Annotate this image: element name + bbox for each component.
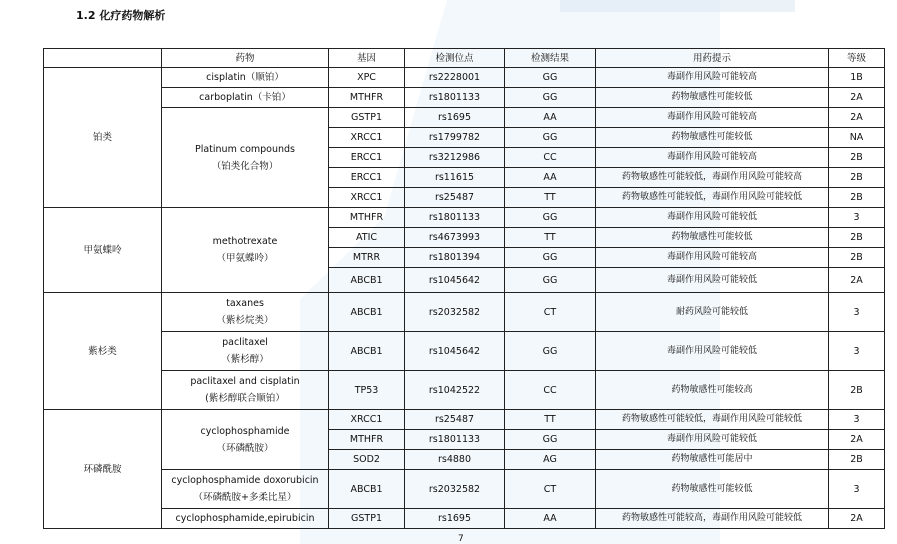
level-cell: 2A <box>829 430 885 450</box>
result-cell: TT <box>505 228 596 248</box>
level-cell: 2B <box>829 450 885 470</box>
level-cell: 1B <box>829 68 885 88</box>
gene-cell: ERCC1 <box>329 148 405 168</box>
result-cell: GG <box>505 88 596 108</box>
gene-cell: MTRR <box>329 248 405 268</box>
category-cell: 铂类 <box>44 68 162 208</box>
result-cell: AA <box>505 108 596 128</box>
drug-name-cn: （环磷酰胺+多柔比星） <box>193 492 297 503</box>
site-cell: rs1695 <box>405 108 505 128</box>
gene-cell: MTHFR <box>329 208 405 228</box>
chemo-drug-table <box>43 48 885 529</box>
drug-name-cn: (紫杉醇联合顺铂） <box>205 393 285 404</box>
level-cell: 2A <box>829 509 885 529</box>
drug-name-cell <box>162 371 329 410</box>
tip-cell: 毒副作用风险可能较高 <box>596 148 829 168</box>
level-cell: 2A <box>829 268 885 293</box>
site-cell: rs25487 <box>405 410 505 430</box>
gene-cell: GSTP1 <box>329 108 405 128</box>
site-cell: rs1801133 <box>405 88 505 108</box>
result-cell: GG <box>505 430 596 450</box>
level-cell: 2B <box>829 148 885 168</box>
header-gene: 基因 <box>329 49 405 68</box>
result-cell: TT <box>505 410 596 430</box>
drug-name-cn: （铂类化合物） <box>211 160 279 172</box>
gene-cell: TP53 <box>329 371 405 410</box>
tip-cell: 毒副作用风险可能较低 <box>596 268 829 293</box>
tip-cell: 药物敏感性可能较低 <box>596 88 829 108</box>
result-cell: GG <box>505 268 596 293</box>
gene-cell: ABCB1 <box>329 293 405 332</box>
tip-cell: 毒副作用风险可能较低 <box>596 208 829 228</box>
gene-cell: SOD2 <box>329 450 405 470</box>
site-cell: rs4673993 <box>405 228 505 248</box>
level-cell: 3 <box>829 410 885 430</box>
category-cell: 紫杉类 <box>44 293 162 410</box>
table-row <box>44 371 885 410</box>
tip-cell: 药物敏感性可能较低，毒副作用风险可能较低 <box>596 188 829 208</box>
level-cell: 3 <box>829 470 885 509</box>
site-cell: rs11615 <box>405 168 505 188</box>
result-cell: GG <box>505 248 596 268</box>
site-cell: rs1801133 <box>405 208 505 228</box>
gene-cell: ERCC1 <box>329 168 405 188</box>
gene-cell: MTHFR <box>329 88 405 108</box>
drug-name: paclitaxel and cisplatin <box>190 376 300 387</box>
drug-name: cyclophosphamide <box>200 425 290 437</box>
gene-cell: MTHFR <box>329 430 405 450</box>
level-cell: 2B <box>829 188 885 208</box>
level-cell: 2A <box>829 88 885 108</box>
result-cell: AG <box>505 450 596 470</box>
gene-cell: ATIC <box>329 228 405 248</box>
header-level: 等级 <box>829 49 885 68</box>
drug-name-cn: （甲氨蝶呤） <box>216 253 274 264</box>
level-cell: NA <box>829 128 885 148</box>
table-row <box>44 68 885 88</box>
drug-name: Platinum compounds <box>194 143 296 155</box>
gene-cell: XRCC1 <box>329 128 405 148</box>
result-cell: CC <box>505 371 596 410</box>
drug-name-cell <box>162 509 329 529</box>
gene-cell: ABCB1 <box>329 332 405 371</box>
drug-name: methotrexate <box>212 236 278 247</box>
level-cell: 2B <box>829 228 885 248</box>
category-cell: 甲氨蝶呤 <box>44 208 162 293</box>
gene-cell: GSTP1 <box>329 509 405 529</box>
tip-cell: 药物敏感性可能居中 <box>596 450 829 470</box>
drug-name-cn: （紫杉烷类） <box>216 315 274 326</box>
section-title: 1.2 化疗药物解析 <box>76 9 166 22</box>
site-cell: rs3212986 <box>405 148 505 168</box>
site-cell: rs25487 <box>405 188 505 208</box>
site-cell: rs1045642 <box>405 268 505 293</box>
level-cell: 2B <box>829 168 885 188</box>
category-cell: 环磷酰胺 <box>44 410 162 529</box>
header-category <box>44 49 162 68</box>
site-cell: rs1799782 <box>405 128 505 148</box>
drug-name-cell <box>162 410 329 470</box>
result-cell: CT <box>505 470 596 509</box>
result-cell: GG <box>505 68 596 88</box>
tip-cell: 药物敏感性可能较低 <box>596 128 829 148</box>
result-cell: GG <box>505 332 596 371</box>
drug-name: carboplatin（卡铂） <box>199 92 291 103</box>
site-cell: rs2032582 <box>405 293 505 332</box>
level-cell: 3 <box>829 293 885 332</box>
header-site: 检测位点 <box>405 49 505 68</box>
table-row <box>44 88 885 108</box>
drug-name-cell <box>162 108 329 208</box>
site-cell: rs1801133 <box>405 430 505 450</box>
tip-cell: 药物敏感性可能较低 <box>596 470 829 509</box>
result-cell: AA <box>505 509 596 529</box>
site-cell: rs4880 <box>405 450 505 470</box>
site-cell: rs2032582 <box>405 470 505 509</box>
site-cell: rs2228001 <box>405 68 505 88</box>
table-header-row <box>44 49 885 68</box>
table-row <box>44 410 885 430</box>
table-row <box>44 470 885 509</box>
gene-cell: XPC <box>329 68 405 88</box>
tip-cell: 药物敏感性可能较高，毒副作用风险可能较低 <box>596 509 829 529</box>
level-cell: 2B <box>829 371 885 410</box>
site-cell: rs1695 <box>405 509 505 529</box>
drug-name: taxanes <box>226 298 264 309</box>
tip-cell: 药物敏感性可能较低，毒副作用风险可能较低 <box>596 410 829 430</box>
table-body <box>44 68 885 529</box>
drug-name: cyclophosphamide,epirubicin <box>175 513 315 524</box>
table-row <box>44 108 885 128</box>
tip-cell: 毒副作用风险可能较低 <box>596 430 829 450</box>
drug-name-cell <box>162 68 329 88</box>
tip-cell: 药物敏感性可能较低 <box>596 228 829 248</box>
tip-cell: 耐药风险可能较低 <box>596 293 829 332</box>
gene-cell: ABCB1 <box>329 268 405 293</box>
tip-cell: 毒副作用风险可能较高 <box>596 248 829 268</box>
tip-cell: 药物敏感性可能较高 <box>596 371 829 410</box>
drug-name-cell <box>162 293 329 332</box>
gene-cell: XRCC1 <box>329 410 405 430</box>
header-tip: 用药提示 <box>596 49 829 68</box>
header-drug: 药物 <box>162 49 329 68</box>
level-cell: 2B <box>829 248 885 268</box>
drug-name: paclitaxel <box>222 337 268 348</box>
header-result: 检测结果 <box>505 49 596 68</box>
site-cell: rs1042522 <box>405 371 505 410</box>
drug-name-cn: （紫杉醇） <box>221 354 269 365</box>
tip-cell: 药物敏感性可能较低，毒副作用风险可能较高 <box>596 168 829 188</box>
tip-cell: 毒副作用风险可能较高 <box>596 108 829 128</box>
tip-cell: 毒副作用风险可能较低 <box>596 332 829 371</box>
drug-name-cn: （环磷酰胺） <box>216 442 274 454</box>
tip-cell: 毒副作用风险可能较高 <box>596 68 829 88</box>
table-row <box>44 509 885 529</box>
level-cell: 3 <box>829 208 885 228</box>
drug-name: cyclophosphamide doxorubicin <box>171 475 319 486</box>
level-cell: 3 <box>829 332 885 371</box>
result-cell: TT <box>505 188 596 208</box>
gene-cell: XRCC1 <box>329 188 405 208</box>
result-cell: AA <box>505 168 596 188</box>
site-cell: rs1801394 <box>405 248 505 268</box>
level-cell: 2A <box>829 108 885 128</box>
result-cell: CT <box>505 293 596 332</box>
drug-name-cell <box>162 208 329 293</box>
drug-name-cell <box>162 470 329 509</box>
background-header-band <box>560 0 795 12</box>
drug-name: cisplatin（顺铂） <box>206 72 284 83</box>
drug-name-cell <box>162 88 329 108</box>
table-row <box>44 332 885 371</box>
table-row <box>44 293 885 332</box>
drug-name-cell <box>162 332 329 371</box>
gene-cell: ABCB1 <box>329 470 405 509</box>
result-cell: GG <box>505 128 596 148</box>
page-number: 7 <box>458 534 464 544</box>
site-cell: rs1045642 <box>405 332 505 371</box>
table-row <box>44 208 885 228</box>
result-cell: GG <box>505 208 596 228</box>
result-cell: CC <box>505 148 596 168</box>
